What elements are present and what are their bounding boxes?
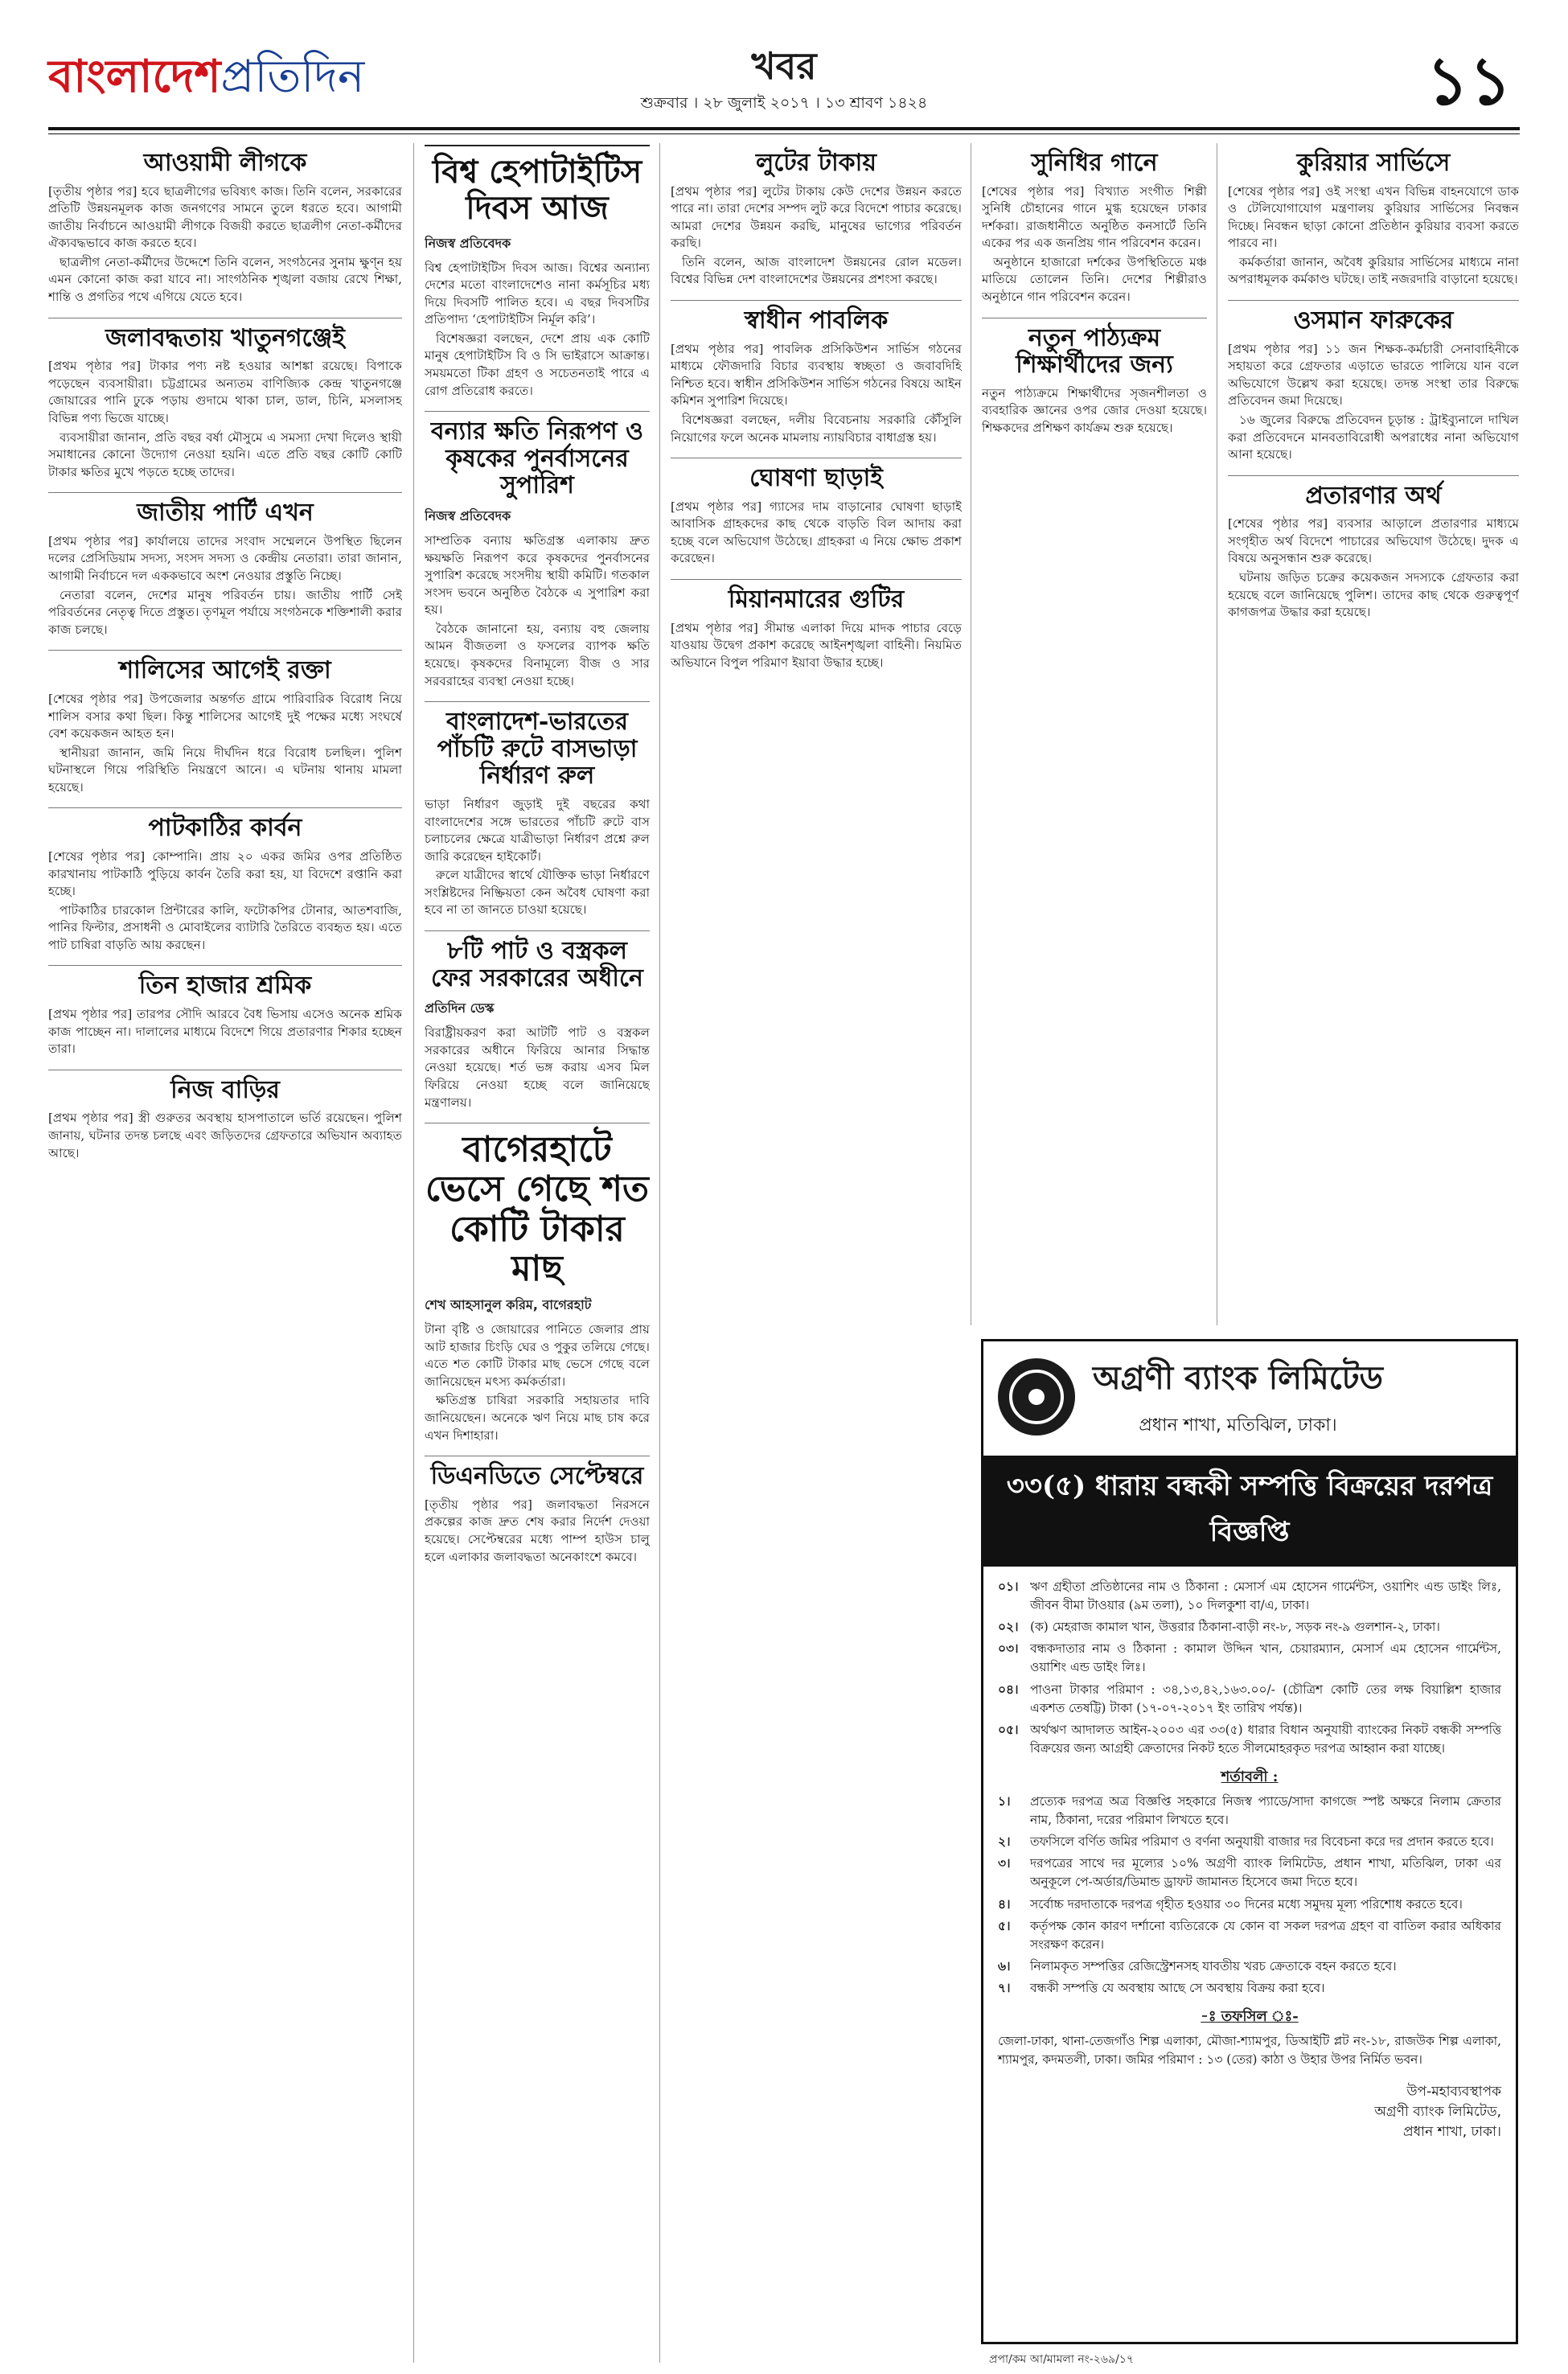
item-text: (ক) মেহরাজ কামাল খান, উত্তরার ঠিকানা-বাড়ী নং-৮, সড়ক নং-৯ গুলশান-২, ঢাকা।	[1030, 1620, 1440, 1635]
headline: বন্যার ক্ষতি নিরূপণ ও কৃষকের পুনর্বাসনের সুপারিশ	[430, 417, 644, 500]
story-body	[1228, 183, 1519, 289]
headline: স্বাধীন পাবলিক	[744, 306, 889, 335]
item-number: ০১।	[998, 1579, 1019, 1594]
byline: নিজস্ব প্রতিবেদক	[425, 508, 511, 524]
headline: নিজ বাড়ির	[170, 1075, 280, 1104]
story-body	[48, 183, 402, 306]
story-dnd-september	[425, 1463, 650, 1566]
story-body	[48, 1006, 402, 1058]
headline: আওয়ামী লীগকে	[143, 149, 307, 177]
term-text: তফসিলে বর্ণিত জমির পরিমাণ ও বর্ণনা অনুযায়ী বাজার দর বিবেচনা করে দর প্রদান করতে হবে।	[1030, 1834, 1494, 1850]
paragraph: [শেষের পৃষ্ঠার পর] বিখ্যাত সংগীত শিল্পী সুনিধি চৌহানের গানে মুগ্ধ হয়েছেন ঢাকার দর্শকরা। রাজধানীতে অনুষ্ঠিত কনসার্টে তিনি একের পর এক জনপ্রিয় গান পরিবেশন করেন।	[982, 183, 1207, 251]
story-body	[425, 260, 650, 400]
item-number: ০৩।	[998, 1641, 1019, 1657]
term-text: নিলামকৃত সম্পত্তির রেজিস্ট্রেশনসহ যাবতীয় খরচ ক্রেতাকে বহন করতে হবে।	[1030, 1958, 1397, 1974]
paragraph: কর্মকর্তারা জানান, অবৈধ কুরিয়ার সার্ভিসের মাধ্যমে নানা অপরাধমূলক কর্মকাণ্ড ঘটছে। তাই নজরদারি বাড়ানো হয়েছে।	[1228, 254, 1519, 287]
term-text: প্রত্যেক দরপত্র অত্র বিজ্ঞপ্তি সহকারে নিজস্ব প্যাডে/সাদা কাগজে স্পষ্ট অক্ষরে নিলাম ক্রেতার নাম, ঠিকানা, দরের পরিমাণ লিখতে হবে।	[1030, 1793, 1501, 1828]
signature-block	[998, 2082, 1501, 2142]
ad-header	[998, 1353, 1501, 1449]
story-body	[425, 532, 650, 690]
paragraph: বিরাষ্ট্রীয়করণ করা আটটি পাট ও বস্ত্রকল সরকারের অধীনে ফিরিয়ে আনার সিদ্ধান্ত নেওয়া হয়েছে। শর্ত ভঙ্গ করায় এসব মিল ফিরিয়ে নেওয়া হচ্ছে বলে জানিয়েছে মন্ত্রণালয়।	[425, 1025, 650, 1110]
story-jatiya-party	[48, 499, 402, 639]
paragraph: [প্রথম পৃষ্ঠার পর] স্ত্রী গুরুতর অবস্থায় হাসপাতালে ভর্তি রয়েছেন। পুলিশ জানায়, ঘটনার তদন্ত চলছে এবং জড়িতদের গ্রেফতারে অভিযান অব্যাহত আছে।	[48, 1111, 402, 1160]
term-number: ৭।	[998, 1980, 1011, 1995]
headline: মিয়ানমারের গুটির	[728, 585, 905, 614]
headline: ওসমান ফারুকের	[1293, 306, 1454, 335]
schedule-title: -ঃ তফসিল ঃ-	[1201, 2008, 1299, 2026]
story-body	[425, 1321, 650, 1444]
column-divider	[413, 143, 414, 2363]
story-osman-faruk	[1228, 307, 1519, 464]
paragraph: [তৃতীয় পৃষ্ঠার পর] জলাবদ্ধতা নিরসনে প্রকল্পের কাজ দ্রুত শেষ করার নির্দেশ দেওয়া হয়েছে। সেপ্টেম্বরের মধ্যে পাম্প হাউস চালু হলে এলাকার জলাবদ্ধতা অনেকাংশে কমবে।	[425, 1497, 650, 1564]
paragraph: পাটকাঠির চারকোল প্রিন্টারের কালি, ফটোকপির টোনার, আতশবাজি, পানির ফিল্টার, প্রসাধনী ও মোবাইলের ব্যাটারি তৈরিতে ব্যবহৃত হয়। এতে পাট চাষিরা বাড়তি আয় করছেন।	[48, 902, 402, 952]
paragraph: [প্রথম পৃষ্ঠার পর] ১১ জন শিক্ষক-কর্মচারী সেনাবাহিনীকে সহায়তা করে গ্রেফতার এড়াতে ভারতে পালিয়ে যান বলে অভিযোগে উল্লেখ করা হয়েছে। তদন্ত সংস্থা তার বিরুদ্ধে প্রতিবেদন জমা দিয়েছে।	[1228, 341, 1519, 409]
column-5	[1228, 145, 1519, 1327]
term-text: বন্ধকী সম্পত্তি যে অবস্থায় আছে সে অবস্থায় বিক্রয় করা হবে।	[1030, 1980, 1325, 1995]
headline: জাতীয় পার্টি এখন	[137, 499, 314, 528]
story-awami-league	[48, 150, 402, 306]
term-item	[998, 1833, 1501, 1851]
signatory-bank: অগ্রণী ব্যাংক লিমিটেড,	[1374, 2103, 1501, 2120]
story-body	[48, 848, 402, 954]
story-body	[48, 358, 402, 481]
notice-item	[998, 1640, 1501, 1677]
signatory-title: উপ-মহাব্যবস্থাপক	[1406, 2084, 1501, 2101]
term-item	[998, 1979, 1501, 1998]
paragraph: [প্রথম পৃষ্ঠার পর] পাবলিক প্রসিকিউশন সার্ভিস গঠনের মাধ্যমে ফৌজদারি বিচার ব্যবস্থায় স্বচ্ছতা ও জবাবদিহি নিশ্চিত হবে। স্বাধীন প্রসিকিউশন সার্ভিস গঠনের বিষয়ে আইন কমিশন সুপারিশ দিয়েছে।	[671, 341, 962, 409]
story-divider	[425, 701, 650, 702]
byline: নিজস্ব প্রতিবেদক	[425, 235, 511, 251]
story-divider	[425, 411, 650, 412]
term-item	[998, 1917, 1501, 1954]
story-body	[982, 385, 1207, 437]
ad-title-block	[1093, 1353, 1383, 1441]
tender-notice-ad	[981, 1339, 1518, 2344]
paragraph: তিনি বলেন, আজ বাংলাদেশ উন্নয়নের রোল মডেল। বিশ্বের বিভিন্ন দেশ বাংলাদেশের উন্নয়নের প্রশংসা করছে।	[671, 254, 962, 287]
item-text: অর্থঋণ আদালত আইন-২০০৩ এর ৩৩(৫) ধারার বিধান অনুযায়ী ব্যাংকের নিকট বন্ধকী সম্পত্তি বিক্রয়ের জন্য আগ্রহী ক্রেতাদের নিকট হতে সীলমোহরকৃত দরপত্র আহ্বান করা যাচ্ছে।	[1030, 1722, 1501, 1756]
paragraph: নেতারা বলেন, দেশের মানুষ পরিবর্তন চায়। জাতীয় পার্টি সেই পরিবর্তনের নেতৃত্ব দিতে প্রস্তুত। তৃণমূল পর্যায়ে সংগঠনকে শক্তিশালী করার কাজ চলছে।	[48, 587, 402, 637]
column-2	[425, 145, 650, 2364]
story-body	[48, 691, 402, 796]
story-divider	[671, 579, 962, 580]
story-divider	[671, 300, 962, 301]
headline: পাটকাঠির কার্বন	[148, 814, 302, 843]
story-body	[48, 1110, 402, 1162]
byline: শেখ আহসানুল করিম, বাগেরহাট	[425, 1297, 592, 1313]
story-independent-prosecution	[671, 307, 962, 446]
story-body	[982, 183, 1207, 306]
headline: ডিএনডিতে সেপ্টেম্বরে	[430, 1462, 644, 1491]
term-item	[998, 1896, 1501, 1914]
item-text: বন্ধকদাতার নাম ও ঠিকানা : কামাল উদ্দিন খান, চেয়ারম্যান, মেসার্স এম হোসেন গার্মেন্টস, ওয়াশিং এন্ড ডাইং লিঃ।	[1030, 1641, 1501, 1675]
paragraph: [তৃতীয় পৃষ্ঠার পর] হবে ছাত্রলীগের ভবিষ্যৎ কাজ। তিনি বলেন, সরকারের প্রতিটি উন্নয়নমূলক কাজ জনগণের সামনে তুলে ধরতে হবে। আগামী জাতীয় নির্বাচনে আওয়ামী লীগকে বিজয়ী করতে ছাত্রলীগ নেতা-কর্মীদের ঐক্যবদ্ধভাবে কাজ করতে হবে।	[48, 183, 402, 251]
story-hepatitis-day	[425, 145, 650, 400]
story-body	[671, 620, 962, 672]
story-sunidhi-song	[982, 150, 1207, 306]
masthead	[48, 24, 1520, 129]
paragraph: ছাত্রলীগ নেতা-কর্মীদের উদ্দেশে তিনি বলেন, সংগঠনের সুনাম ক্ষুণ্ন হয় এমন কোনো কাজ করা যাবে না। সাংগঠনিক শৃঙ্খলা বজায় রেখে শিক্ষা, শান্তি ও প্রগতির পথে এগিয়ে যেতে হবে।	[48, 254, 402, 305]
notice-item	[998, 1618, 1501, 1637]
paragraph: অনুষ্ঠানে হাজারো দর্শকের উপস্থিতিতে মঞ্চ মাতিয়ে তোলেন তিনি। দেশের শিল্পীরাও অনুষ্ঠানে গান পরিবেশন করেন।	[982, 254, 1207, 305]
paragraph: বিশ্ব হেপাটাইটিস দিবস আজ। বিশ্বের অন্যান্য দেশের মতো বাংলাদেশেও নানা কর্মসূচির মধ্য দিয়ে দিবসটি পালিত হবে। এ বছর দিবসটির প্রতিপাদ্য ‘হেপাটাইটিস নির্মূল করি’।	[425, 260, 650, 327]
notice-item	[998, 1578, 1501, 1615]
paragraph: বিশেষজ্ঞরা বলছেন, দেশে প্রায় এক কোটি মানুষ হেপাটাইটিস বি ও সি ভাইরাসে আক্রান্ত। সময়মতো টিকা গ্রহণ ও সচেতনতাই পারে এ রোগ প্রতিরোধ করতে।	[425, 331, 650, 398]
column-4	[982, 145, 1207, 1327]
story-shalish	[48, 657, 402, 796]
column-3	[671, 145, 962, 2364]
headline: জলাবদ্ধতায় খাতুনগঞ্জেই	[105, 323, 345, 352]
item-number: ০৫।	[998, 1722, 1019, 1737]
page-number: ১১	[1426, 43, 1512, 120]
story-three-thousand-workers	[48, 972, 402, 1058]
paragraph: রুলে যাত্রীদের স্বার্থে যৌক্তিক ভাড়া নির্ধারণে সংশ্লিষ্টদের নিষ্ক্রিয়তা কেন অবৈধ ঘোষণা করা হবে না তা জানতে চাওয়া হয়েছে।	[425, 868, 650, 918]
headline: নতুন পাঠ্যক্রম শিক্ষার্থীদের জন্য	[1016, 323, 1173, 380]
story-flood-damage	[425, 418, 650, 690]
headline: ঘোষণা ছাড়াই	[749, 464, 883, 493]
bank-logo-icon	[998, 1358, 1075, 1435]
section-title: খবর	[751, 44, 817, 88]
story-body	[1228, 341, 1519, 464]
column-divider	[659, 143, 660, 2363]
headline: লুটের টাকায়	[755, 149, 877, 177]
story-body	[425, 796, 650, 919]
paragraph: বৈঠকে জানানো হয়, বন্যায় বহু জেলায় আমন বীজতলা ও ফসলের ব্যাপক ক্ষতি হয়েছে। কৃষকদের বিনামূল্যে বীজ ও সার সরবরাহের ব্যবস্থা নেওয়া হচ্ছে।	[425, 621, 650, 688]
headline: কুরিয়ার সার্ভিসে	[1296, 149, 1451, 177]
paragraph: ঘটনায় জড়িত চক্রের কয়েকজন সদস্যকে গ্রেফতার করা হয়েছে বলে জানিয়েছে পুলিশ। তাদের কাছ থেকে গুরুত্বপূর্ণ কাগজপত্র উদ্ধার করা হয়েছে।	[1228, 570, 1519, 620]
story-myanmar-pills	[671, 586, 962, 672]
term-number: ৩।	[998, 1856, 1011, 1871]
headline: তিন হাজার শ্রমিক	[138, 971, 312, 1000]
notice-item	[998, 1721, 1501, 1758]
term-item	[998, 1957, 1501, 1976]
bank-branch: প্রধান শাখা, মতিঝিল, ঢাকা।	[1139, 1415, 1337, 1435]
terms-title: শর্তাবলী :	[1221, 1768, 1279, 1785]
headline: ৮টি পাট ও বস্ত্রকল ফের সরকারের অধীনে	[431, 937, 643, 992]
notice-item	[998, 1681, 1501, 1718]
paragraph: [প্রথম পৃষ্ঠার পর] গ্যাসের দাম বাড়ানোর ঘোষণা ছাড়াই আবাসিক গ্রাহকদের কাছ থেকে বাড়তি বিল আদায় করা হচ্ছে বলে অভিযোগ উঠেছে। গ্রাহকরা এ নিয়ে ক্ষোভ প্রকাশ করেছেন।	[671, 499, 962, 566]
story-bd-india-bus	[425, 709, 650, 919]
paragraph: ১৬ জুলের বিরুদ্ধে প্রতিবেদন চূড়ান্ত : ট্রাইব্যুনালে দাখিল করা প্রতিবেদনে মানবতাবিরোধী অপরাধের নানা অভিযোগ আনা হয়েছে।	[1228, 412, 1519, 462]
column-1	[48, 145, 402, 2364]
paragraph: ব্যবসায়ীরা জানান, প্রতি বছর বর্ষা মৌসুমে এ সমস্যা দেখা দিলেও স্থায়ী সমাধানের কোনো উদ্যোগ নেওয়া হয়নি। এতে প্রতি বছর কোটি কোটি টাকার ক্ষতির মুখে পড়তে হচ্ছে তাদের।	[48, 429, 402, 479]
story-jute-mills	[425, 938, 650, 1111]
logo-center	[1028, 1389, 1045, 1405]
term-number: ৫।	[998, 1918, 1011, 1933]
story-divider	[48, 965, 402, 966]
notice-banner: ৩৩(৫) ধারায় বন্ধকী সম্পত্তি বিক্রয়ের দরপত্র বিজ্ঞপ্তি	[983, 1456, 1516, 1567]
paragraph: টানা বৃষ্টি ও জোয়ারের পানিতে জেলার প্রায় আট হাজার চিংড়ি ঘের ও পুকুর তলিয়ে গেছে। এতে শত কোটি টাকার মাছ ভেসে গেছে বলে জানিয়েছেন মৎস্য কর্মকর্তারা।	[425, 1322, 650, 1389]
story-body	[425, 1497, 650, 1566]
story-looted-money	[671, 150, 962, 289]
term-number: ২।	[998, 1834, 1011, 1850]
paragraph: ভাড়া নির্ধারণ জুড়াই দুই বছরের কথা বাংলাদেশের সঙ্গে ভারতের পাঁচটি রুটে বাস চলাচলের ক্ষেত্রে যাত্রীভাড়া নির্ধারণ প্রশ্নে রুল জারি করেছেন হাইকোর্ট।	[425, 796, 650, 864]
story-fraud-money	[1228, 483, 1519, 622]
story-body	[425, 1025, 650, 1111]
headline: বিশ্ব হেপাটাইটিস দিবস আজ	[432, 153, 642, 227]
term-number: ১।	[998, 1793, 1011, 1809]
term-text: কর্তৃপক্ষ কোন কারণ দর্শানো ব্যতিরেকে যে কোন বা সকল দরপত্র গ্রহণ বা বাতিল করার অধিকার সংরক্ষণ করেন।	[1030, 1918, 1501, 1952]
term-item	[998, 1793, 1501, 1830]
term-text: দরপত্রের সাথে দর মূল্যের ১০% অগ্রণী ব্যাংক লিমিটেড, প্রধান শাখা, মতিঝিল, ঢাকা এর অনুকূলে পে-অর্ডার/ডিমান্ড ড্রাফট জামানত হিসেবে জমা দিতে হবে।	[1030, 1856, 1501, 1890]
masthead-divider	[48, 127, 1520, 130]
story-khatunganj	[48, 325, 402, 482]
story-divider	[48, 492, 402, 493]
paragraph: নতুন পাঠ্যক্রমে শিক্ষার্থীদের সৃজনশীলতা ও ব্যবহারিক জ্ঞানের ওপর জোর দেওয়া হয়েছে। শিক্ষকদের প্রশিক্ষণ কার্যক্রম শুরু হয়েছে।	[982, 385, 1207, 435]
story-body	[671, 341, 962, 446]
paragraph: [প্রথম পৃষ্ঠার পর] লুটের টাকায় কেউ দেশের উন্নয়ন করতে পারে না। তারা দেশের সম্পদ লুট করে বিদেশে পাচার করেছে। আমরা দেশের উন্নয়ন করছি, মানুষের ভাগ্যের পরিবর্তন করছি।	[671, 183, 962, 251]
item-text: পাওনা টাকার পরিমাণ : ৩৪,১৩,৪২,১৬৩.০০/- (চৌত্রিশ কোটি তের লক্ষ বিয়াল্লিশ হাজার একশত তেষট্টি) টাকা (১৭-০৭-২০১৭ ইং তারিখ পর্যন্ত)।	[1030, 1682, 1501, 1715]
term-number: ৬।	[998, 1958, 1011, 1974]
story-bagerhat-fish	[425, 1130, 650, 1444]
paragraph: [প্রথম পৃষ্ঠার পর] সীমান্ত এলাকা দিয়ে মাদক পাচার বেড়ে যাওয়ায় উদ্বেগ প্রকাশ করেছে আইনশৃঙ্খলা বাহিনী। নিয়মিত অভিযানে বিপুল পরিমাণ ইয়াবা উদ্ধার হচ্ছে।	[671, 620, 962, 670]
notice-items	[998, 1578, 1501, 2069]
paragraph: [প্রথম পৃষ্ঠার পর] কার্যালয়ে তাদের সংবাদ সম্মেলনে উপস্থিত ছিলেন দলের প্রেসিডিয়াম সদস্য, সংসদ সদস্য ও কেন্দ্রীয় নেতারা। তারা জানান, আগামী নির্বাচনে দল এককভাবে অংশ নেওয়ার প্রস্তুতি নিচ্ছে।	[48, 533, 402, 584]
headline: প্রতারণার অর্থ	[1305, 481, 1442, 510]
story-body	[671, 183, 962, 289]
term-text: সর্বোচ্চ দরদাতাকে দরপত্র গৃহীত হওয়ার ৩০ দিনের মধ্যে সমুদয় মূল্য পরিশোধ করতে হবে।	[1030, 1896, 1463, 1912]
story-divider	[1228, 300, 1519, 301]
story-curriculum	[982, 325, 1207, 437]
story-body	[1228, 515, 1519, 621]
bank-name: অগ্রণী ব্যাংক লিমিটেড	[1093, 1359, 1383, 1397]
headline: সুনিধির গানে	[1031, 149, 1158, 177]
item-number: ০৪।	[998, 1682, 1019, 1697]
term-number: ৪।	[998, 1896, 1011, 1912]
story-body	[48, 533, 402, 639]
story-divider	[48, 807, 402, 808]
dateline: শুক্রবার । ২৮ জুলাই ২০১৭ । ১৩ শ্রাবণ ১৪২৪	[640, 94, 928, 112]
paragraph: সাম্প্রতিক বন্যায় ক্ষতিগ্রস্ত এলাকায় দ্রুত ক্ষয়ক্ষতি নিরূপণ করে কৃষকদের পুনর্বাসনের সুপারিশ করেছে সংসদীয় স্থায়ী কমিটি। গতকাল সংসদ ভবনে অনুষ্ঠিত বৈঠকে এ সুপারিশ করা হয়।	[425, 533, 650, 618]
paragraph: [শেষের পৃষ্ঠার পর] কোম্পানি। প্রায় ২০ একর জমির ওপর প্রতিষ্ঠিত কারখানায় পাটকাঠি পুড়িয়ে কার্বন তৈরি করা হয়, যা বিদেশে রপ্তানি করা হচ্ছে।	[48, 849, 402, 899]
ad-reference: প্রপা/কম আ/মামলা নং-২৬৯/১৭	[989, 2353, 1134, 2366]
byline: প্রতিদিন ডেস্ক	[425, 1000, 495, 1017]
paragraph: [প্রথম পৃষ্ঠার পর] টাকার পণ্য নষ্ট হওয়ার আশঙ্কা রয়েছে। বিপাকে পড়েছেন ব্যবসায়ীরা। চট্টগ্রামের অন্যতম বাণিজ্যিক কেন্দ্র খাতুনগঞ্জে জোয়ারের পানি ঢুকে পড়ায় গুদামে থাকা চাল, ডাল, চিনি, মসলাসহ বিভিন্ন পণ্য ভিজে যাচ্ছে।	[48, 359, 402, 425]
headline: বাংলাদেশ-ভারতের পাঁচটি রুটে বাসভাড়া নির্ধারণ রুল	[437, 708, 638, 791]
logo-part-red: বাংলাদেশ	[48, 50, 221, 103]
item-number: ০২।	[998, 1620, 1019, 1635]
paragraph: স্থানীয়রা জানান, জমি নিয়ে দীর্ঘদিন ধরে বিরোধ চলছিল। পুলিশ ঘটনাস্থলে গিয়ে পরিস্থিতি নিয়ন্ত্রণে আনে। এ ঘটনায় থানায় মামলা হয়েছে।	[48, 745, 402, 795]
headline: শালিসের আগেই রক্তা	[119, 656, 331, 685]
logo-part-blue: প্রতিদিন	[220, 51, 365, 103]
story-courier-service	[1228, 150, 1519, 289]
story-own-house	[48, 1077, 402, 1162]
story-body	[671, 499, 962, 568]
story-without-announcement	[671, 465, 962, 568]
paragraph: [শেষের পৃষ্ঠার পর] ওই সংস্থা এখন বিভিন্ন বাহনযোগে ডাক ও টেলিযোগাযোগ মন্ত্রণালয় কুরিয়ার সার্ভিসের নিবন্ধন দিচ্ছে। নিবন্ধন ছাড়া কোনো প্রতিষ্ঠান কুরিয়ার ব্যবসা করতে পারবে না।	[1228, 183, 1519, 251]
paragraph: [শেষের পৃষ্ঠার পর] উপজেলার অন্তর্গত গ্রামে পারিবারিক বিরোধ নিয়ে শালিস বসার কথা ছিল। কিন্তু শালিসের আগেই দুই পক্ষের মধ্যে সংঘর্ষে বেশ কয়েকজন আহত হন।	[48, 691, 402, 741]
paragraph: বিশেষজ্ঞরা বলছেন, দলীয় বিবেচনায় সরকারি কৌঁসুলি নিয়োগের ফলে অনেক মামলায় ন্যায়বিচার বাধাগ্রস্ত হয়।	[671, 412, 962, 445]
item-text: ঋণ গ্রহীতা প্রতিষ্ঠানের নাম ও ঠিকানা : মেসার্স এম হোসেন গার্মেন্টস, ওয়াশিং এন্ড ডাইং লিঃ, জীবন বীমা টাওয়ার (৯ম তলা), ১০ দিলকুশা বা/এ, ঢাকা।	[1030, 1579, 1501, 1613]
paragraph: [প্রথম পৃষ্ঠার পর] তারপর সৌদি আরবে বৈধ ভিসায় এসেও অনেক শ্রমিক কাজ পাচ্ছেন না। দালালের মাধ্যমে বিদেশে গিয়ে প্রতারণার শিকার হচ্ছেন তারা।	[48, 1007, 402, 1057]
schedule-text: জেলা-ঢাকা, থানা-তেজগাঁও শিল্প এলাকা, মৌজা-শ্যামপুর, ডিআইটি প্লট নং-১৮, রাজউক শিল্প এলাকা, শ্যামপুর, কদমতলী, ঢাকা। জমির পরিমাণ : ১৩ (তের) কাঠা ও উহার উপর নির্মিত ভবন।	[998, 2034, 1501, 2068]
signatory-branch: প্রধান শাখা, ঢাকা।	[1402, 2123, 1501, 2140]
headline: বাগেরহাটে ভেসে গেছে শত কোটি টাকার মাছ	[425, 1129, 650, 1289]
term-item	[998, 1854, 1501, 1891]
masthead-divider-thin	[48, 133, 1520, 134]
paragraph: [শেষের পৃষ্ঠার পর] ব্যবসার আড়ালে প্রতারণার মাধ্যমে সংগৃহীত অর্থ বিদেশে পাচারের অভিযোগ উঠেছে। দুদক এ বিষয়ে অনুসন্ধান শুরু করেছে।	[1228, 516, 1519, 566]
story-divider	[48, 650, 402, 651]
story-jute-carbon	[48, 815, 402, 954]
story-divider	[1228, 475, 1519, 476]
paragraph: ক্ষতিগ্রস্ত চাষিরা সরকারি সহায়তার দাবি জানিয়েছেন। অনেকে ঋণ নিয়ে মাছ চাষ করে এখন দিশাহারা।	[425, 1393, 650, 1443]
story-divider	[425, 930, 650, 931]
